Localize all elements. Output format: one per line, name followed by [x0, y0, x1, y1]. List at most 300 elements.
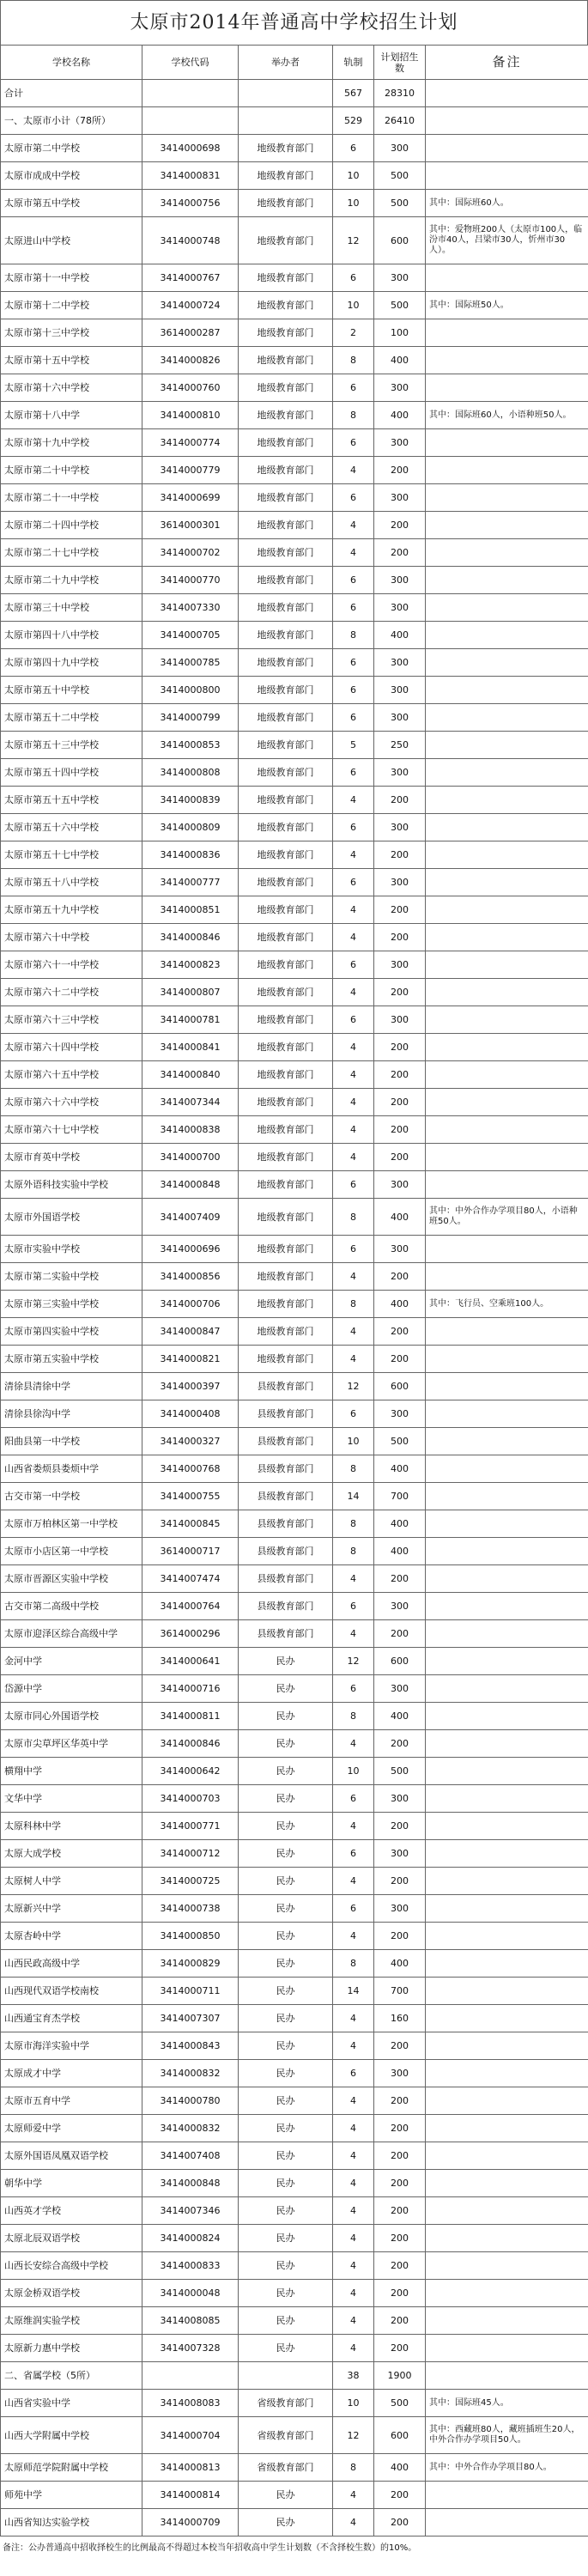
cell-plan-count: 200 — [374, 1346, 426, 1373]
cell-plan-count: 200 — [374, 2115, 426, 2142]
cell-plan-count: 300 — [374, 1785, 426, 1813]
cell-school-code: 3414000831 — [142, 162, 239, 190]
cell-school-code: 3614000301 — [142, 512, 239, 539]
table-row — [1, 2252, 588, 2280]
cell-organizer: 地级教育部门 — [239, 162, 333, 190]
cell-tracks: 4 — [333, 457, 374, 484]
cell-remarks — [426, 429, 588, 457]
cell-school-name: 古交市第二高级中学校 — [1, 1593, 142, 1620]
cell-tracks: 8 — [333, 347, 374, 374]
cell-remarks — [426, 347, 588, 374]
table-row — [1, 951, 588, 979]
cell-school-code: 3414007330 — [142, 594, 239, 622]
cell-tracks: 4 — [333, 1565, 374, 1593]
cell-plan-count: 200 — [374, 2509, 426, 2537]
cell-tracks: 6 — [333, 264, 374, 292]
cell-organizer: 民办 — [239, 1868, 333, 1895]
cell-plan-count: 300 — [374, 951, 426, 979]
cell-tracks: 4 — [333, 2335, 374, 2362]
cell-tracks: 4 — [333, 1116, 374, 1144]
cell-remarks — [426, 2197, 588, 2225]
cell-plan-count: 300 — [374, 1400, 426, 1428]
cell-remarks — [426, 1923, 588, 1950]
cell-school-name: 太原市第六十六中学校 — [1, 1089, 142, 1116]
cell-school-name: 合计 — [1, 80, 142, 107]
cell-tracks: 6 — [333, 1593, 374, 1620]
cell-tracks: 4 — [333, 1923, 374, 1950]
table-row — [1, 677, 588, 704]
cell-school-name: 太原市第二十四中学校 — [1, 512, 142, 539]
cell-school-code: 3614000287 — [142, 319, 239, 347]
cell-remarks — [426, 979, 588, 1006]
table-row — [1, 1318, 588, 1346]
cell-school-code: 3414007344 — [142, 1089, 239, 1116]
cell-tracks: 4 — [333, 512, 374, 539]
cell-tracks: 12 — [333, 217, 374, 264]
cell-remarks — [426, 594, 588, 622]
cell-plan-count: 300 — [374, 1171, 426, 1199]
cell-school-name: 太原市第二十九中学校 — [1, 567, 142, 594]
cell-organizer: 地级教育部门 — [239, 622, 333, 649]
cell-organizer: 民办 — [239, 2142, 333, 2170]
cell-remarks — [426, 1813, 588, 1840]
cell-remarks — [426, 649, 588, 677]
table-row — [1, 162, 588, 190]
table-row — [1, 1199, 588, 1236]
table-row — [1, 107, 588, 135]
cell-school-name: 山西现代双语学校南校 — [1, 1978, 142, 2005]
cell-tracks: 6 — [333, 429, 374, 457]
cell-plan-count: 400 — [374, 402, 426, 429]
cell-school-code: 3414000836 — [142, 841, 239, 869]
cell-plan-count: 200 — [374, 2335, 426, 2362]
table-row — [1, 539, 588, 567]
cell-remarks — [426, 2335, 588, 2362]
table-row — [1, 1455, 588, 1483]
cell-organizer: 民办 — [239, 2087, 333, 2115]
cell-school-code: 3414000846 — [142, 1730, 239, 1758]
table-row — [1, 787, 588, 814]
cell-school-code: 3414000780 — [142, 2087, 239, 2115]
cell-plan-count: 300 — [374, 1840, 426, 1868]
cell-tracks: 8 — [333, 1703, 374, 1730]
table-row — [1, 2509, 588, 2537]
cell-organizer: 民办 — [239, 1703, 333, 1730]
cell-tracks: 4 — [333, 1089, 374, 1116]
header-plan-count: 计划招生数 — [374, 46, 426, 80]
header-remarks: 备注 — [426, 46, 588, 80]
cell-remarks — [426, 1116, 588, 1144]
cell-plan-count: 300 — [374, 567, 426, 594]
cell-remarks — [426, 2005, 588, 2032]
cell-school-name: 太原市第五十三中学校 — [1, 732, 142, 759]
cell-plan-count: 500 — [374, 190, 426, 217]
cell-school-code: 3414000709 — [142, 2509, 239, 2537]
cell-school-name: 太原市第二十七中学校 — [1, 539, 142, 567]
cell-remarks — [426, 2142, 588, 2170]
cell-plan-count: 400 — [374, 1538, 426, 1565]
cell-school-name: 山西省娄烦县娄烦中学 — [1, 1455, 142, 1483]
cell-school-name: 太原外国语凤凰双语学校 — [1, 2142, 142, 2170]
cell-remarks — [426, 1758, 588, 1785]
cell-tracks: 4 — [333, 539, 374, 567]
cell-plan-count: 200 — [374, 924, 426, 951]
cell-remarks: 其中：西藏班80人，藏班插班生20人，中外合作办学项目50人。 — [426, 2417, 588, 2454]
cell-school-code — [142, 107, 239, 135]
table-row — [1, 2390, 588, 2417]
cell-tracks: 4 — [333, 1061, 374, 1089]
cell-school-code: 3414000799 — [142, 704, 239, 732]
cell-school-code: 3414000826 — [142, 347, 239, 374]
cell-school-code: 3414000832 — [142, 2115, 239, 2142]
table-row — [1, 1730, 588, 1758]
cell-remarks — [426, 135, 588, 162]
cell-school-name: 文华中学 — [1, 1785, 142, 1813]
cell-school-code: 3414000716 — [142, 1675, 239, 1703]
cell-school-name: 太原市第六十一中学校 — [1, 951, 142, 979]
cell-school-code: 3414000785 — [142, 649, 239, 677]
cell-organizer: 民办 — [239, 2197, 333, 2225]
table-row — [1, 2005, 588, 2032]
cell-organizer: 地级教育部门 — [239, 217, 333, 264]
cell-tracks: 6 — [333, 1785, 374, 1813]
cell-school-name: 太原树人中学 — [1, 1868, 142, 1895]
cell-organizer: 地级教育部门 — [239, 1171, 333, 1199]
cell-plan-count: 200 — [374, 2087, 426, 2115]
cell-tracks: 4 — [333, 1318, 374, 1346]
cell-school-code: 3414000821 — [142, 1346, 239, 1373]
cell-tracks: 4 — [333, 1034, 374, 1061]
cell-plan-count: 200 — [374, 2225, 426, 2252]
cell-tracks: 4 — [333, 2197, 374, 2225]
cell-plan-count: 400 — [374, 622, 426, 649]
cell-school-name: 太原市第六十四中学校 — [1, 1034, 142, 1061]
cell-school-code: 3414000846 — [142, 924, 239, 951]
cell-plan-count: 400 — [374, 1510, 426, 1538]
table-row — [1, 924, 588, 951]
cell-organizer: 民办 — [239, 1730, 333, 1758]
cell-school-code — [142, 2362, 239, 2390]
cell-tracks: 6 — [333, 759, 374, 787]
cell-tracks: 6 — [333, 1006, 374, 1034]
cell-tracks: 4 — [333, 2170, 374, 2197]
cell-school-name: 太原市第二十中学校 — [1, 457, 142, 484]
table-row — [1, 135, 588, 162]
table-row — [1, 1758, 588, 1785]
cell-organizer: 地级教育部门 — [239, 402, 333, 429]
cell-remarks: 其中：国际班45人。 — [426, 2390, 588, 2417]
cell-organizer: 县级教育部门 — [239, 1538, 333, 1565]
cell-school-name: 太原新兴中学 — [1, 1895, 142, 1923]
cell-organizer: 民办 — [239, 2032, 333, 2060]
cell-school-name: 太原大成学校 — [1, 1840, 142, 1868]
cell-plan-count: 400 — [374, 1703, 426, 1730]
cell-tracks: 4 — [333, 2509, 374, 2537]
table-row — [1, 80, 588, 107]
cell-remarks — [426, 1455, 588, 1483]
cell-school-code: 3414000848 — [142, 1171, 239, 1199]
cell-organizer: 民办 — [239, 1840, 333, 1868]
cell-plan-count: 200 — [374, 979, 426, 1006]
cell-remarks — [426, 896, 588, 924]
cell-organizer: 地级教育部门 — [239, 1144, 333, 1171]
cell-plan-count: 200 — [374, 2170, 426, 2197]
cell-plan-count: 200 — [374, 1620, 426, 1648]
cell-remarks — [426, 1171, 588, 1199]
cell-remarks — [426, 2280, 588, 2307]
table-row — [1, 1950, 588, 1978]
table-row — [1, 347, 588, 374]
cell-plan-count: 300 — [374, 1006, 426, 1034]
cell-school-code: 3414008085 — [142, 2307, 239, 2335]
table-row — [1, 1400, 588, 1428]
cell-tracks: 10 — [333, 1428, 374, 1455]
table-row — [1, 1978, 588, 2005]
cell-school-name: 太原市第六十二中学校 — [1, 979, 142, 1006]
cell-remarks: 其中：爱物班200人（太原市100人，临汾市40人，吕梁市30人，忻州市30人）。 — [426, 217, 588, 264]
cell-school-code: 3414000408 — [142, 1400, 239, 1428]
cell-school-code: 3414000807 — [142, 979, 239, 1006]
table-row — [1, 2060, 588, 2087]
cell-organizer: 地级教育部门 — [239, 841, 333, 869]
cell-school-name: 一、太原市小计（78所） — [1, 107, 142, 135]
cell-school-code: 3414000764 — [142, 1593, 239, 1620]
cell-tracks: 12 — [333, 1373, 374, 1400]
cell-school-code: 3414000712 — [142, 1840, 239, 1868]
cell-remarks — [426, 162, 588, 190]
cell-organizer: 地级教育部门 — [239, 594, 333, 622]
cell-school-code: 3414000779 — [142, 457, 239, 484]
cell-remarks — [426, 1703, 588, 1730]
cell-organizer: 民办 — [239, 2335, 333, 2362]
cell-school-name: 朝华中学 — [1, 2170, 142, 2197]
cell-remarks — [426, 787, 588, 814]
cell-tracks: 12 — [333, 1648, 374, 1675]
table-row — [1, 2482, 588, 2509]
cell-organizer: 县级教育部门 — [239, 1565, 333, 1593]
cell-plan-count: 600 — [374, 1648, 426, 1675]
cell-school-code: 3414000702 — [142, 539, 239, 567]
cell-tracks: 4 — [333, 1144, 374, 1171]
cell-tracks: 4 — [333, 2115, 374, 2142]
cell-remarks — [426, 2362, 588, 2390]
cell-tracks: 6 — [333, 814, 374, 841]
cell-plan-count: 200 — [374, 787, 426, 814]
cell-school-code: 3414008083 — [142, 2390, 239, 2417]
cell-organizer: 地级教育部门 — [239, 814, 333, 841]
cell-remarks — [426, 484, 588, 512]
cell-plan-count: 300 — [374, 374, 426, 402]
cell-tracks: 12 — [333, 2417, 374, 2454]
table-row — [1, 1089, 588, 1116]
cell-tracks: 6 — [333, 951, 374, 979]
cell-tracks: 38 — [333, 2362, 374, 2390]
cell-remarks — [426, 1868, 588, 1895]
cell-organizer: 地级教育部门 — [239, 539, 333, 567]
cell-organizer: 民办 — [239, 1895, 333, 1923]
cell-organizer: 民办 — [239, 1675, 333, 1703]
cell-school-name: 太原市万柏林区第一中学校 — [1, 1510, 142, 1538]
cell-plan-count: 400 — [374, 1950, 426, 1978]
cell-tracks: 14 — [333, 1483, 374, 1510]
cell-school-code: 3414000800 — [142, 677, 239, 704]
table-row — [1, 2362, 588, 2390]
cell-plan-count: 300 — [374, 2060, 426, 2087]
table-row — [1, 1373, 588, 1400]
cell-plan-count: 200 — [374, 2307, 426, 2335]
table-row — [1, 1868, 588, 1895]
table-row — [1, 1923, 588, 1950]
cell-school-name: 太原市第五十二中学校 — [1, 704, 142, 732]
cell-school-name: 太原市迎泽区综合高级中学 — [1, 1620, 142, 1648]
cell-school-code: 3414000704 — [142, 2417, 239, 2454]
table-row — [1, 1510, 588, 1538]
cell-organizer: 地级教育部门 — [239, 374, 333, 402]
cell-organizer: 民办 — [239, 2509, 333, 2537]
cell-plan-count: 500 — [374, 292, 426, 319]
cell-school-name: 太原市第二十一中学校 — [1, 484, 142, 512]
cell-organizer: 县级教育部门 — [239, 1428, 333, 1455]
table-row — [1, 319, 588, 347]
table-row — [1, 1593, 588, 1620]
cell-plan-count: 200 — [374, 2142, 426, 2170]
table-row — [1, 217, 588, 264]
cell-plan-count: 200 — [374, 2482, 426, 2509]
cell-plan-count: 300 — [374, 704, 426, 732]
cell-remarks — [426, 1593, 588, 1620]
cell-school-name: 太原市第四十九中学校 — [1, 649, 142, 677]
cell-tracks: 8 — [333, 1510, 374, 1538]
cell-remarks — [426, 622, 588, 649]
cell-remarks — [426, 2509, 588, 2537]
cell-remarks: 其中：国际班50人。 — [426, 292, 588, 319]
cell-remarks — [426, 1263, 588, 1291]
table-row — [1, 622, 588, 649]
cell-organizer: 县级教育部门 — [239, 1373, 333, 1400]
cell-tracks: 4 — [333, 896, 374, 924]
table-row — [1, 1483, 588, 1510]
cell-organizer: 民办 — [239, 1978, 333, 2005]
cell-organizer: 地级教育部门 — [239, 319, 333, 347]
cell-school-name: 太原市第五十八中学校 — [1, 869, 142, 896]
cell-school-name: 太原市成成中学校 — [1, 162, 142, 190]
cell-tracks: 6 — [333, 1171, 374, 1199]
cell-remarks — [426, 1346, 588, 1373]
cell-organizer: 地级教育部门 — [239, 677, 333, 704]
cell-organizer: 县级教育部门 — [239, 1483, 333, 1510]
cell-remarks — [426, 319, 588, 347]
cell-school-code: 3414000703 — [142, 1785, 239, 1813]
cell-tracks: 6 — [333, 1400, 374, 1428]
cell-plan-count: 700 — [374, 1483, 426, 1510]
table-row — [1, 732, 588, 759]
cell-organizer — [239, 107, 333, 135]
page-title: 太原市2014年普通高中学校招生计划 — [0, 0, 588, 45]
cell-school-name: 太原市第三十中学校 — [1, 594, 142, 622]
cell-plan-count: 700 — [374, 1978, 426, 2005]
cell-plan-count: 300 — [374, 594, 426, 622]
cell-tracks: 4 — [333, 841, 374, 869]
cell-school-code: 3414000756 — [142, 190, 239, 217]
cell-school-name: 太原市第五中学校 — [1, 190, 142, 217]
cell-school-name: 山西英才学校 — [1, 2197, 142, 2225]
table-row — [1, 649, 588, 677]
cell-remarks — [426, 1675, 588, 1703]
cell-tracks: 6 — [333, 484, 374, 512]
table-row — [1, 1428, 588, 1455]
cell-organizer: 民办 — [239, 1785, 333, 1813]
cell-remarks — [426, 1978, 588, 2005]
cell-tracks: 4 — [333, 1346, 374, 1373]
cell-school-code: 3414000397 — [142, 1373, 239, 1400]
cell-remarks — [426, 2170, 588, 2197]
cell-plan-count: 300 — [374, 1593, 426, 1620]
table-row — [1, 484, 588, 512]
cell-plan-count: 600 — [374, 2417, 426, 2454]
cell-school-code: 3414000755 — [142, 1483, 239, 1510]
cell-tracks: 10 — [333, 1758, 374, 1785]
cell-school-name: 太原维润实验学校 — [1, 2307, 142, 2335]
cell-organizer: 地级教育部门 — [239, 457, 333, 484]
cell-organizer: 民办 — [239, 1950, 333, 1978]
cell-school-name: 太原市第十五中学校 — [1, 347, 142, 374]
cell-remarks — [426, 2115, 588, 2142]
cell-tracks: 6 — [333, 704, 374, 732]
cell-remarks — [426, 1510, 588, 1538]
cell-school-name: 清徐县清徐中学 — [1, 1373, 142, 1400]
cell-plan-count: 400 — [374, 1291, 426, 1318]
cell-remarks: 其中：中外合作办学项目80人。 — [426, 2454, 588, 2482]
cell-school-code: 3414000850 — [142, 1923, 239, 1950]
table-row — [1, 402, 588, 429]
table-row — [1, 1116, 588, 1144]
cell-tracks: 567 — [333, 80, 374, 107]
cell-remarks — [426, 1236, 588, 1263]
cell-remarks — [426, 539, 588, 567]
cell-organizer: 地级教育部门 — [239, 979, 333, 1006]
cell-school-name: 太原科林中学 — [1, 1813, 142, 1840]
cell-tracks: 6 — [333, 1895, 374, 1923]
cell-school-name: 太原市第六十三中学校 — [1, 1006, 142, 1034]
cell-organizer: 民办 — [239, 2252, 333, 2280]
cell-tracks: 4 — [333, 1868, 374, 1895]
cell-school-code — [142, 80, 239, 107]
cell-tracks: 8 — [333, 1455, 374, 1483]
cell-plan-count: 200 — [374, 1263, 426, 1291]
cell-remarks — [426, 1373, 588, 1400]
cell-school-name: 太原外语科技实验中学校 — [1, 1171, 142, 1199]
table-row — [1, 2280, 588, 2307]
table-body — [1, 80, 588, 2537]
cell-tracks: 6 — [333, 677, 374, 704]
cell-organizer: 地级教育部门 — [239, 1089, 333, 1116]
cell-school-code: 3414000813 — [142, 2454, 239, 2482]
cell-school-name: 太原市第十一中学校 — [1, 264, 142, 292]
cell-plan-count: 200 — [374, 1868, 426, 1895]
cell-school-name: 太原杏岭中学 — [1, 1923, 142, 1950]
table-row — [1, 1565, 588, 1593]
table-row — [1, 2087, 588, 2115]
cell-school-name: 太原市第五十九中学校 — [1, 896, 142, 924]
cell-school-name: 太原市第五十七中学校 — [1, 841, 142, 869]
table-row — [1, 512, 588, 539]
cell-organizer: 地级教育部门 — [239, 567, 333, 594]
cell-organizer: 地级教育部门 — [239, 1199, 333, 1236]
cell-tracks: 4 — [333, 2307, 374, 2335]
table-row — [1, 1236, 588, 1263]
cell-school-code: 3414000700 — [142, 1144, 239, 1171]
cell-plan-count: 200 — [374, 539, 426, 567]
